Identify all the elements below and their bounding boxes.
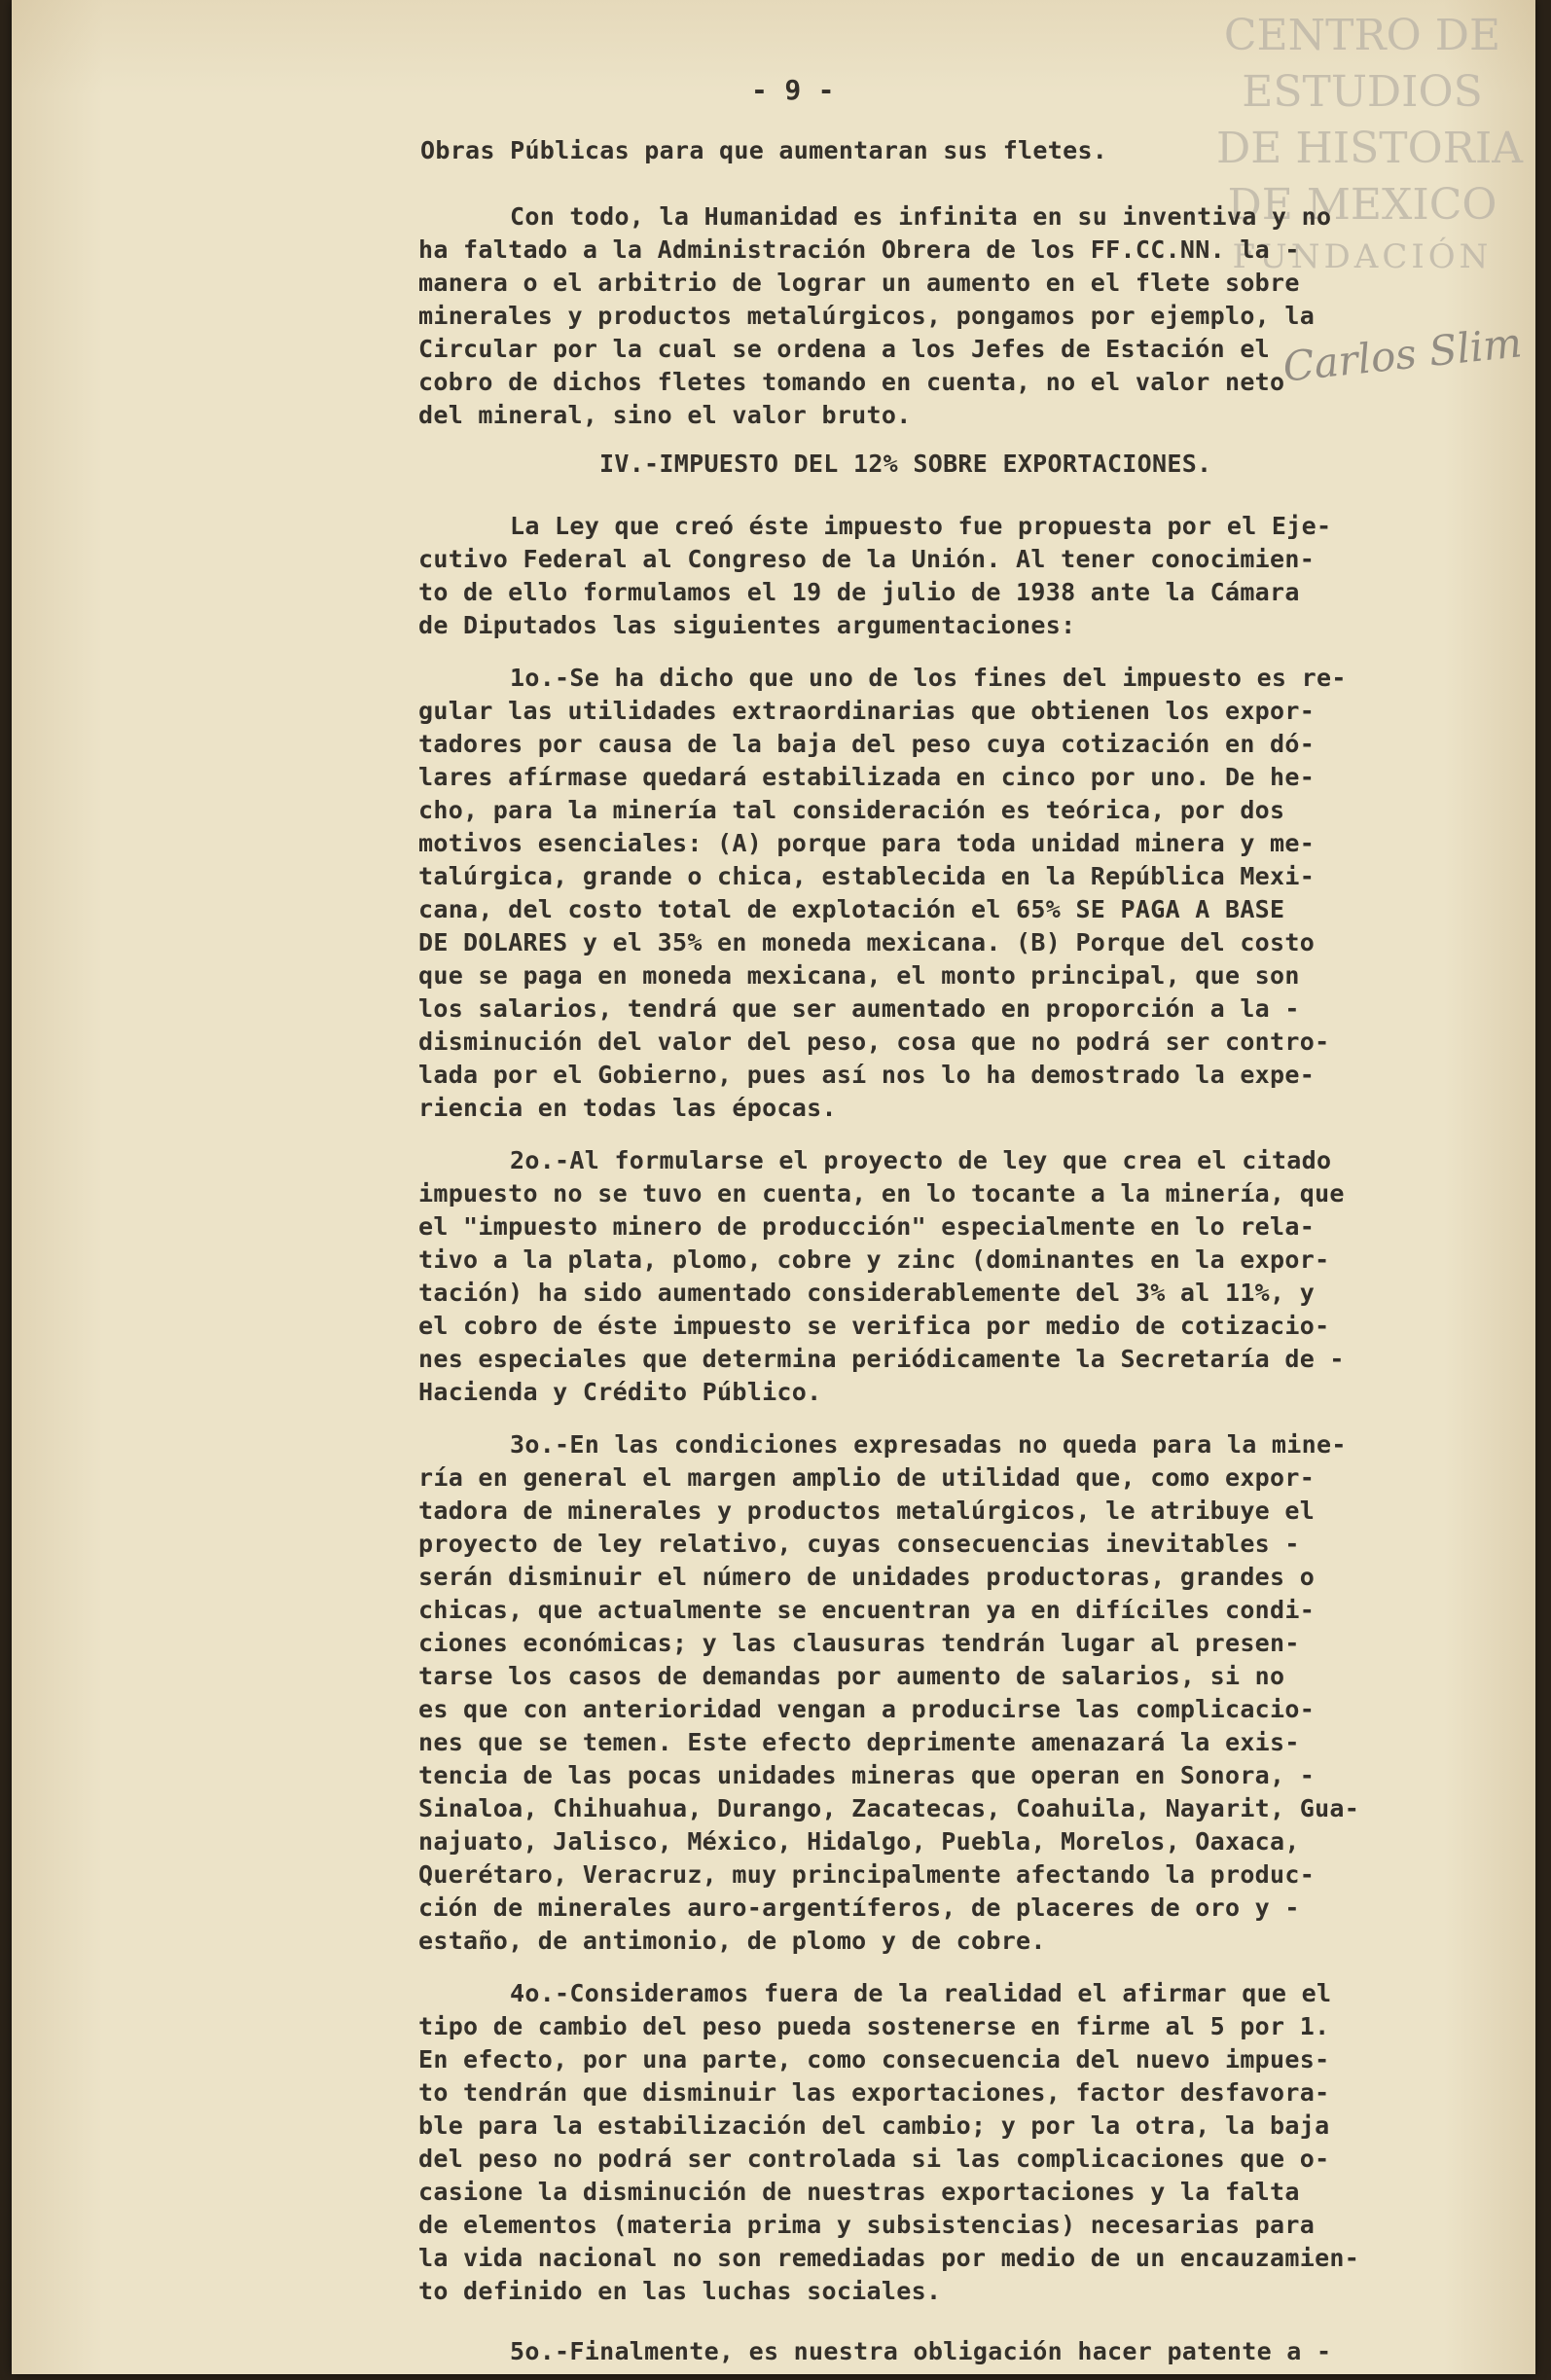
text-line: ción de minerales auro-argentíferos, de placeres de oro y - <box>418 1893 1300 1922</box>
text-line: Con todo, la Humanidad es infinita en su inventiva y no <box>510 202 1332 231</box>
text-line: tación) ha sido aumentado considerablemente del 3% al 11%, y <box>418 1279 1316 1307</box>
text-line: proyecto de ley relativo, cuyas consecuencias inevitables - <box>418 1530 1300 1558</box>
text-line: talúrgica, grande o chica, establecida en la República Mexi- <box>418 862 1316 890</box>
text-line: 2o.-Al formularse el proyecto de ley que crea el citado <box>510 1146 1332 1174</box>
text-line: Querétaro, Veracruz, muy principalmente afectando la produc- <box>418 1860 1316 1889</box>
text-line: de Diputados las siguientes argumentaciones: <box>418 611 1076 639</box>
text-line: casione la disminución de nuestras exportaciones y la falta <box>418 2178 1300 2206</box>
watermark-line: CENTRO DE <box>1223 11 1501 60</box>
watermark-line: DE HISTORIA <box>1216 124 1523 173</box>
text-line: 5o.-Finalmente, es nuestra obligación hacer patente a - <box>510 2337 1332 2365</box>
document-page <box>12 0 1535 2374</box>
text-line: Obras Públicas para que aumentaran sus fletes. <box>420 136 1108 164</box>
handwritten-signature: Carlos Slim <box>1280 318 1524 391</box>
text-line: 4o.-Consideramos fuera de la realidad el afirmar que el <box>510 1979 1332 2007</box>
text-line: La Ley que creó éste impuesto fue propuesta por el Eje- <box>510 512 1332 540</box>
text-line: lada por el Gobierno, pues así nos lo ha demostrado la expe- <box>418 1061 1316 1089</box>
watermark-line: FUNDACIÓN <box>1232 237 1493 276</box>
text-line: tarse los casos de demandas por aumento de salarios, si no <box>418 1662 1285 1690</box>
text-line: 1o.-Se ha dicho que uno de los fines del impuesto es re- <box>510 664 1347 692</box>
text-line: tadores por causa de la baja del peso cuya cotización en dó- <box>418 730 1316 758</box>
text-line: de elementos (materia prima y subsistencias) necesarias para <box>418 2211 1316 2239</box>
text-line: lares afírmase quedará estabilizada en cinco por uno. De he- <box>418 763 1316 791</box>
text-line: cobro de dichos fletes tomando en cuenta, no el valor neto <box>418 368 1285 396</box>
text-line: ciones económicas; y las clausuras tendrán lugar al presen- <box>418 1629 1300 1657</box>
watermark-line: ESTUDIOS <box>1242 67 1483 117</box>
text-line: to definido en las luchas sociales. <box>418 2277 942 2305</box>
text-line: tivo a la plata, plomo, cobre y zinc (dominantes en la expor- <box>418 1245 1330 1274</box>
text-line: cana, del costo total de explotación el 65% SE PAGA A BASE <box>418 895 1285 923</box>
text-line: riencia en todas las épocas. <box>418 1094 837 1122</box>
text-line: ha faltado a la Administración Obrera de los FF.CC.NN. la - <box>418 235 1300 264</box>
text-line: tadora de minerales y productos metalúrgicos, le atribuye el <box>418 1497 1316 1525</box>
text-line: tencia de las pocas unidades mineras que operan en Sonora, - <box>418 1761 1316 1789</box>
text-line: estaño, de antimonio, de plomo y de cobre. <box>418 1927 1046 1955</box>
text-line: ble para la estabilización del cambio; y por la otra, la baja <box>418 2111 1330 2140</box>
text-line: minerales y productos metalúrgicos, pongamos por ejemplo, la <box>418 302 1316 330</box>
text-line: disminución del valor del peso, cosa que no podrá ser contro- <box>418 1028 1330 1056</box>
text-line: Hacienda y Crédito Público. <box>418 1378 822 1406</box>
text-line: cho, para la minería tal consideración es teórica, por dos <box>418 796 1285 824</box>
text-line: nes especiales que determina periódicamente la Secretaría de - <box>418 1345 1345 1373</box>
text-line: del peso no podrá ser controlada si las complicaciones que o- <box>418 2145 1330 2173</box>
text-line: que se paga en moneda mexicana, el monto principal, que son <box>418 961 1300 990</box>
text-line: to de ello formulamos el 19 de julio de 1938 ante la Cámara <box>418 578 1300 606</box>
text-line: los salarios, tendrá que ser aumentado en proporción a la - <box>418 994 1300 1023</box>
text-line: impuesto no se tuvo en cuenta, en lo tocante a la minería, que <box>418 1179 1345 1208</box>
text-line: del mineral, sino el valor bruto. <box>418 401 912 429</box>
text-line: Circular por la cual se ordena a los Jefes de Estación el <box>418 335 1271 363</box>
text-line: chicas, que actualmente se encuentran ya en difíciles condi- <box>418 1596 1316 1624</box>
text-line: ría en general el margen amplio de utilidad que, como expor- <box>418 1463 1316 1492</box>
page-number: - 9 - <box>751 74 835 106</box>
text-line: manera o el arbitrio de lograr un aumento en el flete sobre <box>418 269 1300 297</box>
text-line: motivos esenciales: (A) porque para toda unidad minera y me- <box>418 829 1316 857</box>
text-line: gular las utilidades extraordinarias que obtienen los expor- <box>418 697 1316 725</box>
text-line: najuato, Jalisco, México, Hidalgo, Puebla, Morelos, Oaxaca, <box>418 1827 1300 1856</box>
text-line: cutivo Federal al Congreso de la Unión. Al tener conocimien- <box>418 545 1316 573</box>
watermark-line: DE MEXICO <box>1227 180 1497 230</box>
text-line: la vida nacional no son remediadas por medio de un encauzamien- <box>418 2244 1360 2272</box>
text-line: DE DOLARES y el 35% en moneda mexicana. (B) Porque del costo <box>418 928 1316 956</box>
text-line: el "impuesto minero de producción" especialmente en lo rela- <box>418 1212 1316 1241</box>
text-line: el cobro de éste impuesto se verifica por medio de cotizacio- <box>418 1312 1330 1340</box>
text-line: to tendrán que disminuir las exportaciones, factor desfavora- <box>418 2078 1330 2107</box>
text-line: Sinaloa, Chihuahua, Durango, Zacatecas, Coahuila, Nayarit, Gua- <box>418 1794 1360 1822</box>
text-line: nes que se temen. Este efecto deprimente amenazará la exis- <box>418 1728 1300 1756</box>
text-line: tipo de cambio del peso pueda sostenerse en firme al 5 por 1. <box>418 2012 1330 2040</box>
text-line: En efecto, por una parte, como consecuencia del nuevo impues- <box>418 2045 1330 2073</box>
text-line: es que con anterioridad vengan a producirse las complicacio- <box>418 1695 1316 1723</box>
section-heading: IV.-IMPUESTO DEL 12% SOBRE EXPORTACIONES. <box>599 450 1212 478</box>
text-line: 3o.-En las condiciones expresadas no queda para la mine- <box>510 1430 1347 1459</box>
text-line: serán disminuir el número de unidades productoras, grandes o <box>418 1563 1316 1591</box>
